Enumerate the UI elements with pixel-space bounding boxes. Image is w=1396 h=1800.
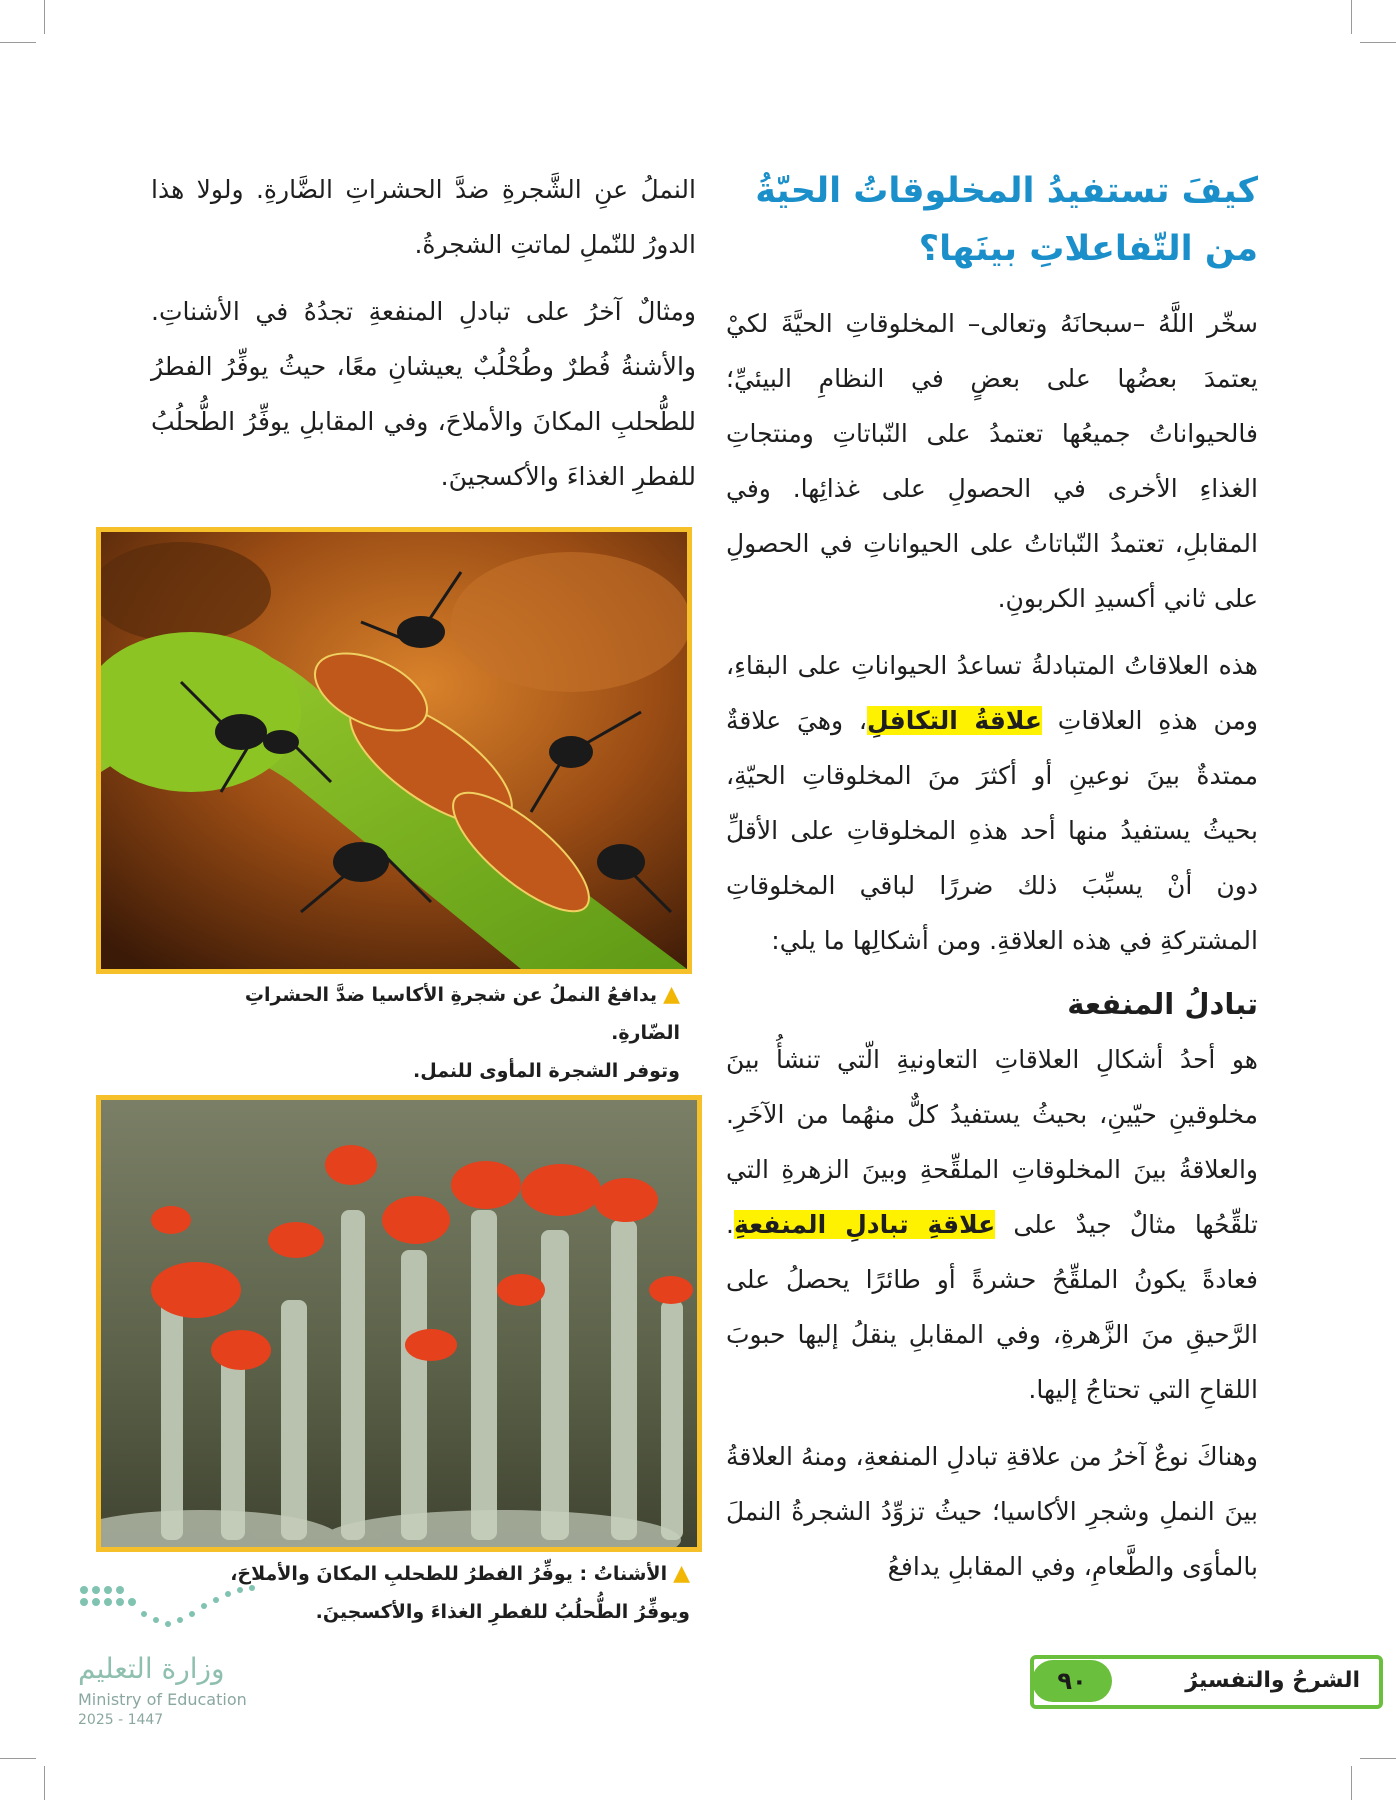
ants-photo	[96, 527, 692, 974]
ministry-name-english: Ministry of Education	[78, 1690, 247, 1709]
caption-line: وتوفر الشجرة المأوى للنمل.	[413, 1060, 680, 1082]
highlight-symbiosis: علاقةُ التكافلِ	[867, 706, 1042, 735]
left-column	[151, 162, 696, 516]
highlight-mutualism: علاقةِ تبادلِ المنفعةِ	[733, 1210, 996, 1239]
paragraph-text: ، وهيَ علاقةٌ ممتدةٌ بينَ نوعينِ أو أكثرَ منَ المخلوقاتِ الحيّةِ، بحيثُ يستفيدُ منها أحد هذهِ المخلوقاتِ على الأقلِّ دون أنْ يسبِّبَ ذلك ضررًا لباقي المخلوقاتِ المشتركةِ في هذه العلاقةِ. ومن أشكالِها ما يلي:	[726, 706, 1258, 955]
paragraph-symbiosis	[726, 638, 1258, 968]
paragraph-text: . فعادةً يكونُ الملقِّحُ حشرةً أو طائرًا يحصلُ على الرَّحيقِ منَ الزَّهرةِ، وفي المقابلِ ينقلُ إليها حبوبَ اللقاحِ التي تحتاجُ إليها.	[726, 1210, 1258, 1404]
lichens-photo	[96, 1095, 702, 1552]
paragraph-intro: سخّر اللَّهُ –سبحانَهُ وتعالى– المخلوقاتِ الحيَّةَ لكيْ يعتمدَ بعضُها على بعضٍ في النظامِ البيئيِّ؛ فالحيواناتُ جميعُها تعتمدُ على النّباتاتِ ومنتجاتِ الغذاءِ الأخرى في الحصولِ على غذائِها. وفي المقابلِ، تعتمدُ النّباتاتُ على الحيواناتِ في الحصولِ على ثاني أكسيدِ الكربونِ.	[726, 309, 1258, 613]
ministry-name-arabic: وزارة التعليم	[78, 1652, 225, 1685]
crop-mark	[1351, 0, 1352, 34]
caption-line	[200, 1555, 690, 1593]
paragraph-lichens: ومثالٌ آخرُ على تبادلِ المنفعةِ تجدُهُ في الأشناتِ. والأشنةُ فُطرٌ وطُحْلُبٌ يعيشانِ معًا، حيثُ يوفِّرُ الفطرُ للطُّحلبِ المكانَ والأملاحَ، وفي المقابلِ يوفِّرُ الطُّحلُبُ للفطرِ الغذاءَ والأكسجينَ.	[151, 297, 696, 491]
triangle-icon: ▲	[663, 982, 680, 1007]
paragraph-text: هو أحدُ أشكالِ العلاقاتِ التعاونيةِ الّتي تنشأُ بينَ مخلوقينِ حيّينِ، بحيثُ يستفيدُ كلٌّ منهُما من الآخَرِ. والعلاقةُ بينَ المخلوقاتِ الملقِّحةِ وبينَ الزهرةِ التي تلقِّحُها مثالٌ جيدٌ على	[726, 1045, 1258, 1239]
crop-mark	[1351, 1766, 1352, 1800]
crop-mark	[1360, 1758, 1396, 1759]
crop-mark	[44, 0, 45, 34]
caption-line: ويوفِّرُ الطُّحلُبُ للفطرِ الغذاءَ والأكسجينَ.	[315, 1601, 690, 1623]
lichens-caption	[200, 1555, 690, 1631]
crop-mark	[0, 42, 36, 43]
paragraph-ants: النملُ عنِ الشَّجرةِ ضدَّ الحشراتِ الضَّارةِ. ولولا هذا الدورُ للنّملِ لماتتِ الشجرةُ.	[151, 175, 696, 259]
caption-text: الأشناتُ : يوفِّرُ الفطرُ للطحلبِ المكانَ والأملاحَ،	[230, 1563, 668, 1585]
paragraph-text: هذه العلاقاتُ المتبادلةُ تساعدُ الحيواناتِ على البقاءِ، ومن هذهِ العلاقاتِ	[726, 651, 1258, 735]
ants-illustration	[101, 532, 687, 969]
ministry-year: 2025 - 1447	[78, 1712, 164, 1728]
crop-mark	[1360, 42, 1396, 43]
ministry-logo-icon	[78, 1580, 268, 1640]
lichens-illustration	[101, 1100, 697, 1547]
crop-mark	[0, 1758, 36, 1759]
section-title: كيفَ تستفيدُ المخلوقاتُ الحيّةُ من التّفاعلاتِ بينَها؟	[755, 171, 1258, 269]
caption-line	[180, 976, 680, 1052]
paragraph-mutualism	[726, 1032, 1258, 1417]
subheading-mutualism: تبادلُ المنفعة	[1067, 987, 1258, 1021]
paragraph-acacia: وهناكَ نوعٌ آخرُ من علاقةِ تبادلِ المنفعةِ، ومنهُ العلاقةُ بينَ النملِ وشجرِ الأكاسيا؛ حيثُ تزوِّدُ الشجرةُ النملَ بالمأوَى والطَّعامِ، وفي المقابلِ يدافعُ	[726, 1442, 1258, 1581]
ants-caption	[180, 976, 680, 1090]
right-column	[726, 162, 1258, 1606]
triangle-icon: ▲	[673, 1561, 690, 1586]
page-number: ٩٠	[1032, 1660, 1112, 1702]
footer-label: الشرحُ والتفسيرُ	[1185, 1668, 1360, 1693]
crop-mark	[44, 1766, 45, 1800]
caption-text: يدافعُ النملُ عن شجرةِ الأكاسيا ضدَّ الحشراتِ الضّارةِ.	[244, 984, 680, 1044]
